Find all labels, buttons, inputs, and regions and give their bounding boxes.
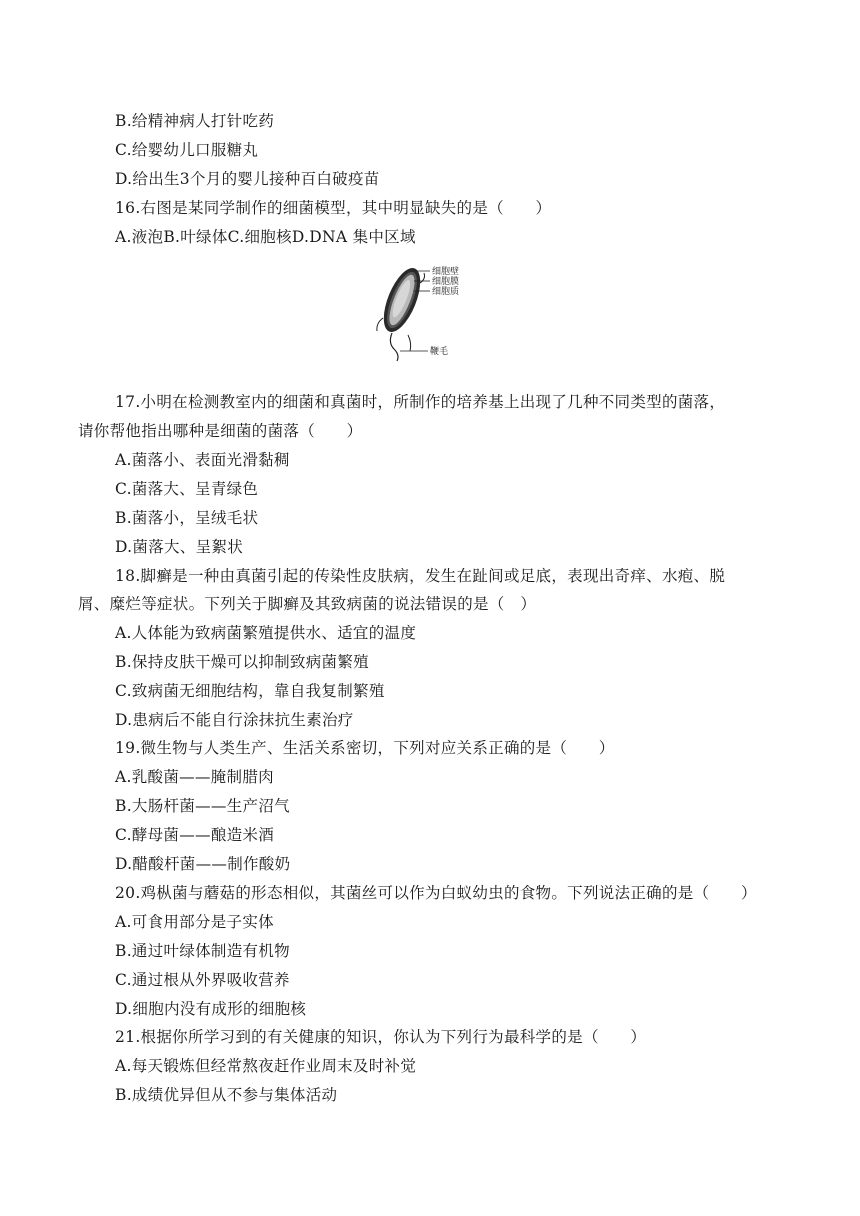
option-20c: C.通过根从外界吸收营养 (115, 971, 290, 989)
option-20a: A.可食用部分是子实体 (115, 913, 274, 931)
option-18d: D.患病后不能自行涂抹抗生素治疗 (115, 711, 354, 729)
question-16: 16.右图是某同学制作的细菌模型，其中明显缺失的是（ ） (115, 199, 552, 217)
options-16: A.液泡B.叶绿体C.细胞核D.DNA 集中区域 (115, 228, 416, 246)
option-19a: A.乳酸菌——腌制腊肉 (115, 768, 274, 786)
option-21a: A.每天锻炼但经常熬夜赶作业周末及时补觉 (115, 1057, 417, 1075)
question-18-line2: 屑、糜烂等症状。下列关于脚癣及其致病菌的说法错误的是（ ） (78, 595, 537, 613)
option-17a: A.菌落小、表面光滑黏稠 (115, 451, 290, 469)
option-20b: B.通过叶绿体制造有机物 (115, 942, 290, 960)
question-18-line1: 18.脚癣是一种由真菌引起的传染性皮肤病，发生在趾间或足底，表现出奇痒、水疱、脱 (115, 567, 726, 585)
question-21: 21.根据你所学习到的有关健康的知识，你认为下列行为最科学的是（ ） (115, 1028, 647, 1046)
option-18c: C.致病菌无细胞结构，靠自我复制繁殖 (115, 682, 385, 700)
option-20d: D.细胞内没有成形的细胞核 (115, 1000, 307, 1018)
label-cell-membrane: 细胞膜 (432, 277, 460, 287)
option-17b: B.菌落小，呈绒毛状 (115, 509, 259, 527)
option-15d: D.给出生3个月的婴儿接种百白破疫苗 (115, 170, 380, 188)
option-19d: D.醋酸杆菌——制作酸奶 (115, 855, 291, 873)
bacterium-diagram (370, 263, 490, 363)
option-18a: A.人体能为致病菌繁殖提供水、适宜的温度 (115, 624, 417, 642)
option-21b: B.成绩优异但从不参与集体活动 (115, 1086, 338, 1104)
question-17-line2: 请你帮他指出哪种是细菌的菌落（ ） (78, 422, 363, 440)
label-cytoplasm: 细胞质 (432, 287, 460, 297)
label-cell-wall: 细胞壁 (432, 267, 460, 277)
option-17c: C.菌落大、呈青绿色 (115, 480, 259, 498)
option-17d: D.菌落大、呈絮状 (115, 538, 244, 556)
question-17-line1: 17.小明在检测教室内的细菌和真菌时，所制作的培养基上出现了几种不同类型的菌落， (115, 393, 726, 411)
question-19: 19.微生物与人类生产、生活关系密切，下列对应关系正确的是（ ） (115, 739, 615, 757)
option-15b: B.给精神病人打针吃药 (115, 112, 275, 130)
question-20: 20.鸡枞菌与蘑菇的形态相似，其菌丝可以作为白蚁幼虫的食物。下列说法正确的是（ ） (115, 884, 757, 902)
option-15c: C.给婴幼儿口服糖丸 (115, 141, 259, 159)
label-flagellum: 鞭毛 (430, 347, 449, 357)
option-19c: C.酵母菌——酿造米酒 (115, 826, 275, 844)
option-18b: B.保持皮肤干燥可以抑制致病菌繁殖 (115, 653, 369, 671)
bacterium-model-figure (370, 263, 490, 363)
option-19b: B.大肠杆菌——生产沼气 (115, 797, 290, 815)
